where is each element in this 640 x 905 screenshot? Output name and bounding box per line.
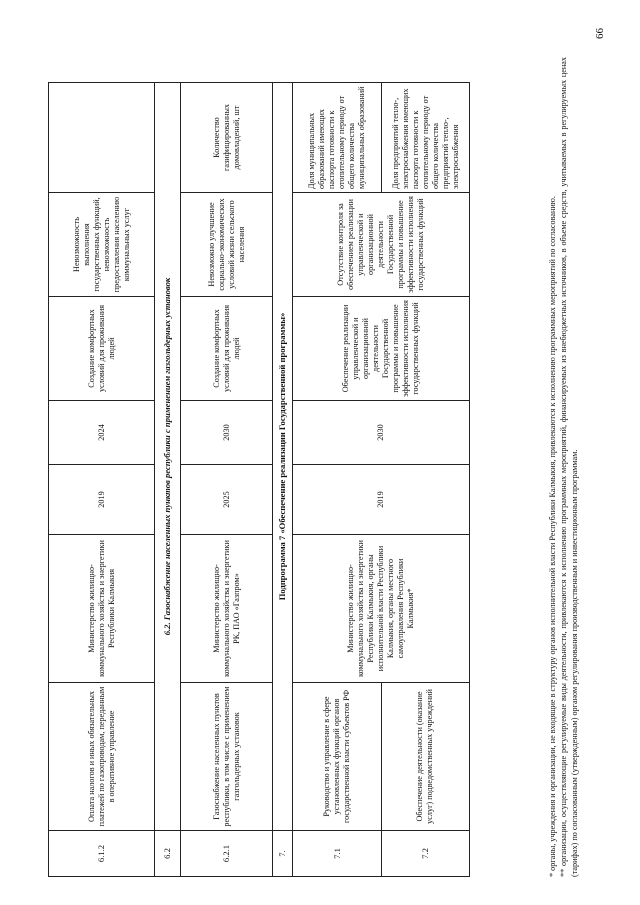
footnotes (548, 57, 581, 877)
page-number: 66 (594, 28, 606, 39)
indicator-7-1: Доля муниципальных образований имеющих паспорта готовности к отопительному периоду от общего количества муниципальных образований (307, 86, 366, 189)
result-cell: Обеспечение реализации управленческой и организационной деятельности Государственной программы и повышение эффективности исполнения государственных функций (293, 297, 470, 401)
row-number: 6.1.2 (49, 831, 155, 877)
row-number: 7. (273, 831, 293, 877)
measure-name-cell: Оплата налогов и иных обязательных платежей по газопроводам, переданным в оперативное управление (49, 683, 155, 831)
measures-table (48, 82, 470, 877)
section-row (155, 83, 181, 877)
row-number: 7.2 (381, 831, 470, 877)
footnote-1: * органы, учреждения и организации, не входящие в структуру органов исполнительной власти Республики Калмыкия, привлекаются к исполнению программных мероприятий по согласованию. (548, 196, 557, 877)
subprogram-row (273, 83, 293, 877)
executor-cell: Министерство жилищно-коммунального хозяйства и энергетики РК, ПАО «Газпром» (181, 535, 273, 683)
executor-cell: Министерство жилищно-коммунального хозяйства и энергетики Республики Калмыкия (49, 535, 155, 683)
end-year-cell: 2030 (293, 401, 470, 465)
end-year-cell: 2030 (181, 401, 273, 465)
start-year-cell: 2019 (49, 465, 155, 535)
executor-cell: Министерство жилищно-коммунального хозяйства и энергетики Республики Калмыкия, органы исполнительной власти Республики Калмыкия, органы местного самоуправления Республики Калмыкия* (293, 535, 470, 683)
indicator-cell: Количество газифицированных домовладений, шт (181, 83, 273, 193)
end-year-cell: 2024 (49, 401, 155, 465)
start-year-cell: 2019 (293, 465, 470, 535)
indicator-cell (293, 83, 470, 193)
subprogram-title: Подпрограмма 7 «Обеспечение реализации Государственной программы» (273, 83, 293, 831)
row-number: 6.2.1 (181, 831, 273, 877)
footnote-2: ** организации, осуществляющие регулируемые виды деятельности, привлекаются к исполнению программных мероприятий, финансируемых из внебюджетных источников, в объеме средств, учитываемых в регулируемых ценах (тарифах) по согласованным (утвержденным) органом регулирования производственным и инвестиционным программам. (559, 57, 579, 877)
measure-name-cell: Обеспечение деятельности (оказание услуг) подведомственных учреждений (381, 683, 470, 831)
table-row (293, 83, 382, 877)
indicator-cell (49, 83, 155, 193)
row-number: 7.1 (293, 831, 382, 877)
start-year-cell: 2025 (181, 465, 273, 535)
result-cell: Создание комфортных условий для проживания людей (49, 297, 155, 401)
table-row (49, 83, 155, 877)
consequences-cell: Невозможно улучшение социально-экономических условий жизни сельского населения (181, 193, 273, 297)
row-number: 6.2 (155, 831, 181, 877)
section-title: 6.2. Газоснабжение населенных пунктов республики с применением газгольдерных установок (155, 83, 181, 831)
measure-name-cell: Руководство и управление в сфере установленных функций органов государственной власти субъектов РФ (293, 683, 382, 831)
consequences-cell: Невозможность выполнения государственных функций, невозможность предоставления населению коммунальных услуг (49, 193, 155, 297)
result-cell: Создание комфортных условий для проживания людей (181, 297, 273, 401)
measure-name-cell: Газоснабжение населенных пунктов республики, в том числе с применением газгольдерных установок (181, 683, 273, 831)
table-row (181, 83, 273, 877)
indicator-7-2: Доля предприятий тепло-, электроснабжения имеющих паспорта готовности к отопительному периоду от общего количества предприятий тепло-, электроснабжения (381, 83, 469, 192)
consequences-cell: Отсутствие контроля за обеспечением реализации управленческой и организационной деятельности Государственной программы и повышение эффективности исполнения государственных функций (293, 193, 470, 297)
